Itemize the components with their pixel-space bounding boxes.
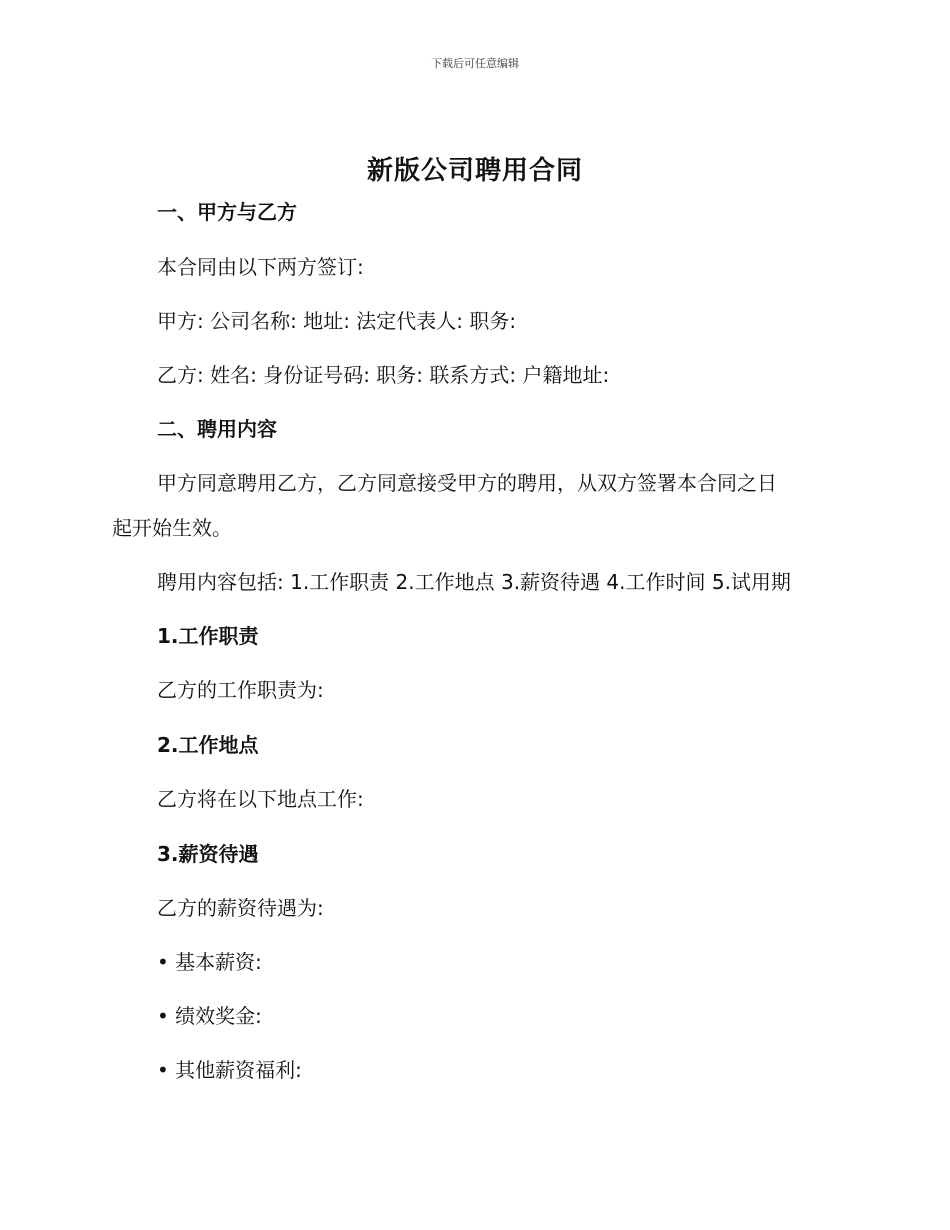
party-a-line: 甲方: 公司名称: 地址: 法定代表人: 职务: xyxy=(157,309,517,333)
parties-intro: 本合同由以下两方签订: xyxy=(157,255,364,279)
employment-paragraph-line2: 起开始生效。 xyxy=(112,516,232,540)
duties-text: 乙方的工作职责为: xyxy=(157,678,324,702)
party-b-line: 乙方: 姓名: 身份证号码: 职务: 联系方式: 户籍地址: xyxy=(157,363,610,387)
document-title: 新版公司聘用合同 xyxy=(366,156,583,186)
page-header-note: 下载后可任意编辑 xyxy=(431,57,519,70)
salary-text: 乙方的薪资待遇为: xyxy=(157,896,324,920)
section-heading-parties: 一、甲方与乙方 xyxy=(157,200,297,224)
duties-heading: 1.工作职责 xyxy=(157,624,259,648)
salary-item-base: • 基本薪资: xyxy=(157,950,262,974)
salary-heading: 3.薪资待遇 xyxy=(157,842,259,866)
salary-item-benefits: • 其他薪资福利: xyxy=(157,1058,302,1082)
section-heading-employment: 二、聘用内容 xyxy=(157,417,277,441)
employment-contents-line: 聘用内容包括: 1.工作职责 2.工作地点 3.薪资待遇 4.工作时间 5.试用期 xyxy=(157,570,791,594)
salary-item-bonus: • 绩效奖金: xyxy=(157,1004,262,1028)
employment-paragraph-line1: 甲方同意聘用乙方，乙方同意接受甲方的聘用，从双方签署本合同之日 xyxy=(157,471,777,495)
location-text: 乙方将在以下地点工作: xyxy=(157,787,364,811)
location-heading: 2.工作地点 xyxy=(157,733,259,757)
